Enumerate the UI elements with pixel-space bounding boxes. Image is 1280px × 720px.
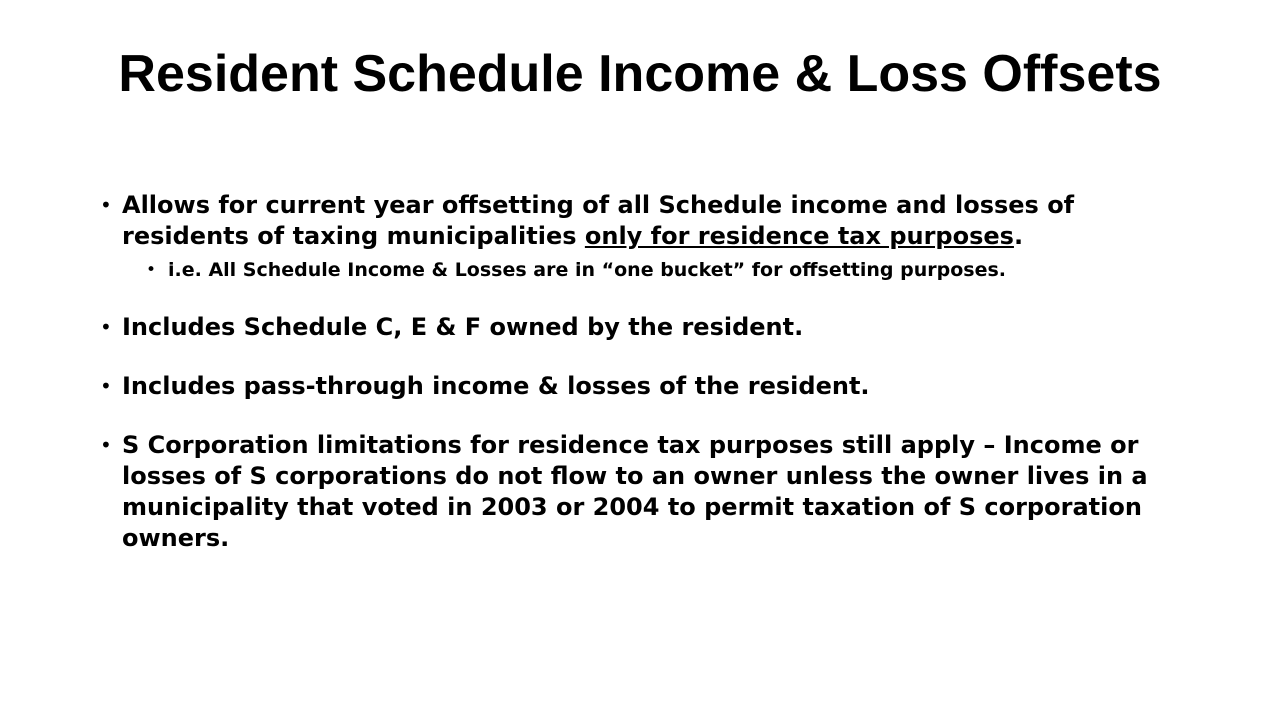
bullet-item-s-corporation: • S Corporation limitations for residence tax purposes still apply – Income or losses of S corporations do not flow to an owner unless the owner lives in a municipality that voted in 2003 or 2004 to permit taxation of S corporation owners.: [100, 430, 1180, 554]
bullet-text-end: .: [1013, 222, 1024, 250]
sub-bullet-list: [122, 256, 1180, 284]
bullet-item-offsetting: [100, 190, 1180, 284]
bullet-list: [100, 190, 1180, 554]
bullet-item-schedules: • Includes Schedule C, E & F owned by the resident.: [100, 312, 1180, 343]
sub-bullet-item-one-bucket: • i.e. All Schedule Income & Losses are in “one bucket” for offsetting purposes.: [122, 256, 1180, 284]
slide-title: Resident Schedule Income & Loss Offsets: [118, 45, 1162, 103]
underlined-emphasis: only for residence tax purposes: [584, 222, 1014, 250]
bullet-item-pass-through: • Includes pass-through income & losses of the resident.: [100, 371, 1180, 402]
bullet-text: Allows for current year offsetting of all Schedule income and losses of residents of taxing municipalities: [122, 191, 1075, 250]
